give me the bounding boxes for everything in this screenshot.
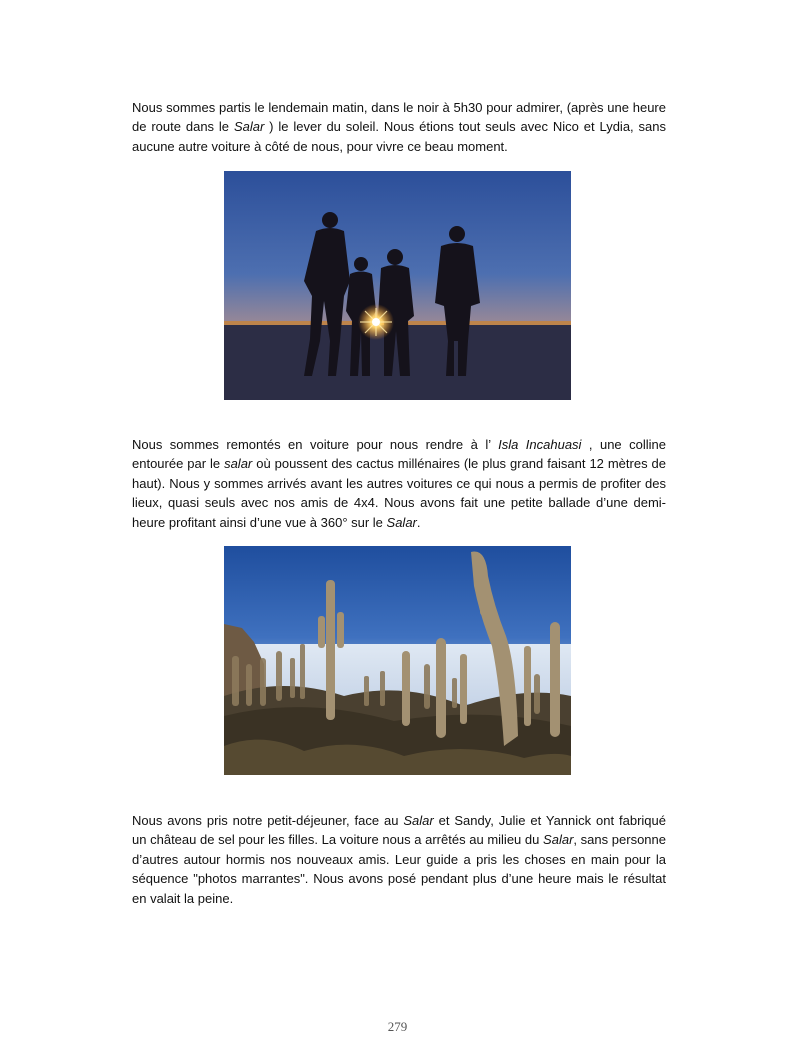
page-number: 279 xyxy=(387,1019,408,1034)
text-run: , une colline entourée par le xyxy=(132,437,666,472)
text-run: et Sandy, Julie et Yannick ont fabriqué un château de sel pour les filles. La voiture nous a arrêtés au milieu du xyxy=(132,813,666,848)
photo-cactus-island xyxy=(224,546,571,775)
paragraph-breakfast xyxy=(132,811,666,908)
italic-term: Salar xyxy=(233,119,265,135)
italic-term: Salar xyxy=(543,832,574,848)
text-run: . xyxy=(416,514,421,530)
italic-term: Salar xyxy=(403,813,434,828)
text-run: , sans personne d’autres autour hormis nos nouveaux amis. Leur guide a pris les choses en main pour la séquence "photos marrantes". Nous avons posé pendant plus d’une heure mais le résultat en valait la peine. xyxy=(132,832,666,906)
text-run: Nous avons pris notre petit-déjeuner, face au xyxy=(132,813,404,828)
paragraph-sunrise xyxy=(132,98,666,156)
text-run: où poussent des cactus millénaires (le plus grand faisant 12 mètres de haut). Nous y sommes arrivés avant les autres voitures ce qui nous a permis de profiter des lieux, quasi seuls avec nos amis de 4x4. Nous avons fait une petite ballade d’une demi-heure profitant ainsi d’une vue à 360° sur le xyxy=(132,456,666,530)
text-run: Nous sommes remontés en voiture pour nous rendre à l’ xyxy=(132,437,499,452)
paragraph-isla-incahuasi xyxy=(132,435,666,532)
italic-term: salar xyxy=(224,456,253,472)
italic-term: Isla Incahuasi xyxy=(498,437,582,452)
photo-sunrise-silhouettes xyxy=(224,171,571,400)
text-run: ) le lever du soleil. Nous étions tout seuls avec Nico et Lydia, sans aucune autre voiture à côté de nous, pour vivre ce beau moment. xyxy=(132,119,666,154)
italic-term: Salar xyxy=(386,514,417,530)
text-run: Nous sommes partis le lendemain matin, dans le noir à 5h30 pour admirer, (après une heure de route dans le xyxy=(132,100,666,135)
